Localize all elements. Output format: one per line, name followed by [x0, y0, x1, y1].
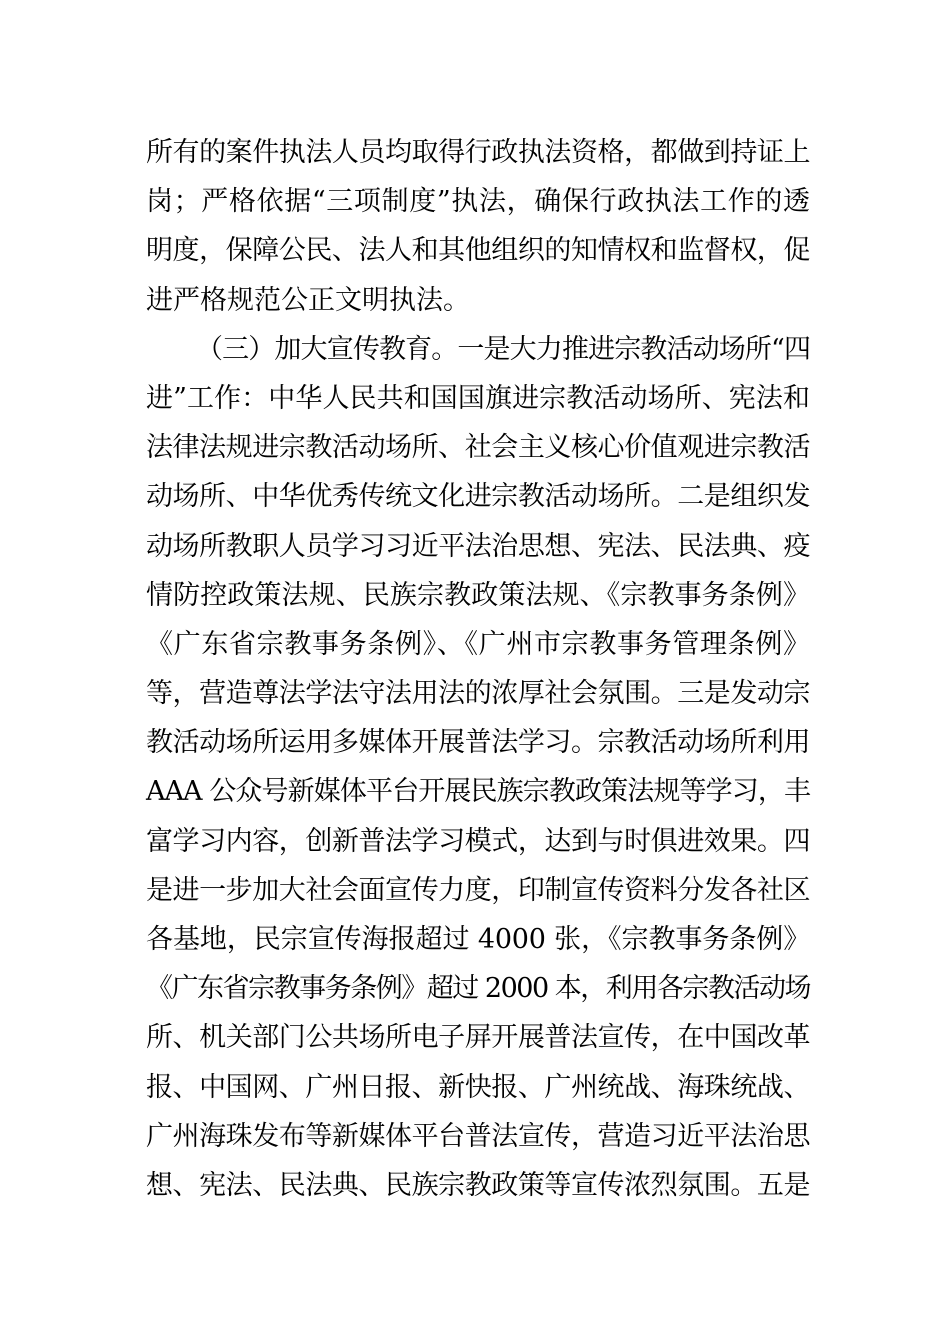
text-line: 所、机关部门公共场所电子屏开展普法宣传，在中国改革 — [146, 1022, 810, 1054]
text-line: 《广东省宗教事务条例》超过 2000 本，利用各宗教活动场 — [146, 973, 810, 1005]
body-text — [146, 128, 810, 1210]
text-line: 法律法规进宗教活动场所、社会主义核心价值观进宗教活 — [146, 432, 810, 464]
text-line: 富学习内容，创新普法学习模式，达到与时俱进效果。四 — [146, 825, 810, 857]
text-line: 动场所、中华优秀传统文化进宗教活动场所。二是组织发 — [146, 481, 810, 513]
text-line: 各基地，民宗宣传海报超过 4000 张，《宗教事务条例》 — [146, 924, 810, 955]
text-line: 是进一步加大社会面宣传力度，印制宣传资料分发各社区 — [146, 874, 810, 906]
text-line: 岗；严格依据“三项制度”执法，确保行政执法工作的透 — [146, 186, 810, 218]
text-line: 明度，保障公民、法人和其他组织的知情权和监督权，促 — [146, 235, 810, 267]
text-line: 《广东省宗教事务条例》、《广州市宗教事务管理条例》 — [146, 628, 810, 660]
text-line: 进”工作：中华人民共和国国旗进宗教活动场所、宪法和 — [146, 382, 810, 414]
text-line: 教活动场所运用多媒体开展普法学习。宗教活动场所利用 — [146, 727, 810, 759]
text-line: 想、宪法、民法典、民族宗教政策等宣传浓烈氛围。五是 — [146, 1169, 810, 1201]
section-heading-line: （三）加大宣传教育。一是大力推进宗教活动场所“四 — [196, 333, 810, 365]
text-line: 等，营造尊法学法守法用法的浓厚社会氛围。三是发动宗 — [146, 678, 810, 710]
text-line: 所有的案件执法人员均取得行政执法资格，都做到持证上 — [146, 137, 810, 168]
text-line: 动场所教职人员学习习近平法治思想、宪法、民法典、疫 — [146, 530, 810, 562]
text-line: 情防控政策法规、民族宗教政策法规、《宗教事务条例》 — [146, 579, 810, 611]
text-line: 进严格规范公正文明执法。 — [146, 284, 470, 316]
text-line: 报、中国网、广州日报、新快报、广州统战、海珠统战、 — [146, 1071, 810, 1103]
text-line: AAA 公众号新媒体平台开展民族宗教政策法规等学习，丰 — [146, 776, 810, 808]
text-line: 广州海珠发布等新媒体平台普法宣传，营造习近平法治思 — [146, 1120, 810, 1152]
